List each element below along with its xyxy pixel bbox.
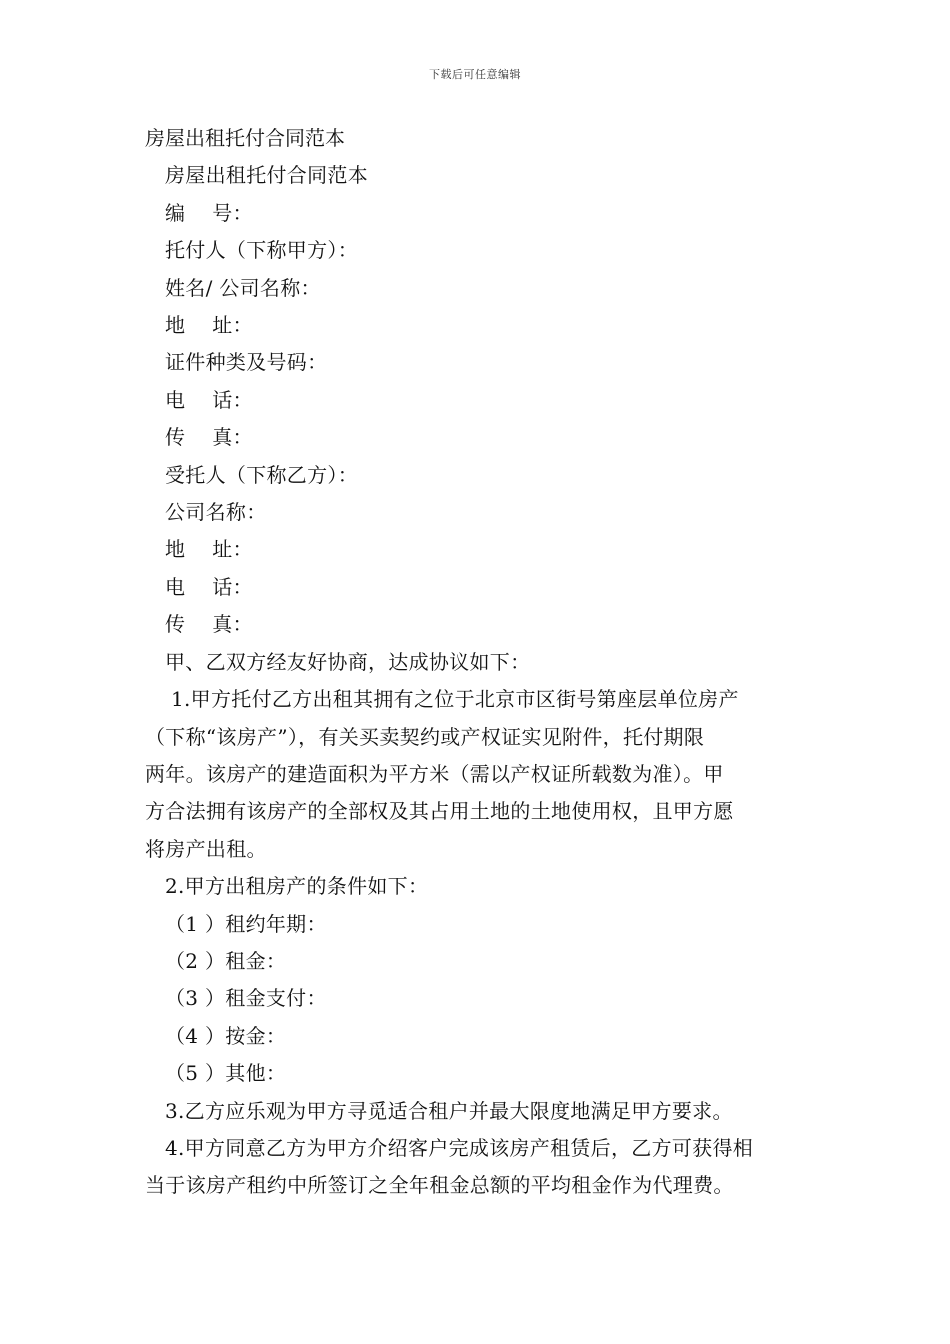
field-fax-a: 传 真： (165, 425, 253, 450)
field-fax-b: 传 真： (165, 612, 253, 637)
clause-3: 3.乙方应乐观为甲方寻觅适合租户并最大限度地满足甲方要求。 (165, 1098, 733, 1123)
clause-1-line: 方合法拥有该房产的全部权及其占用土地的土地使用权，且甲方愿 (145, 799, 734, 824)
clause-2-item-term: （1 ）租约年期： (165, 911, 327, 936)
field-phone-b: 电 话： (165, 574, 253, 599)
clause-1-line: 两年。该房产的建造面积为平方米（需以产权证所载数为准）。甲 (145, 761, 724, 786)
document-body (145, 120, 810, 1205)
document-title: 房屋出租托付合同范本 (145, 126, 345, 150)
clause-1-line: 1.甲方托付乙方出租其拥有之位于北京市区街号第座层单位房产 (171, 687, 739, 712)
clause-1 (145, 681, 810, 868)
clause-2-item-payment: （3 ）租金支付： (165, 986, 327, 1011)
clause-2-item-deposit: （4 ）按金： (165, 1023, 287, 1048)
field-number: 编 号： (165, 200, 253, 225)
field-phone-a: 电 话： (165, 387, 253, 412)
clause-4-line: 4.甲方同意乙方为甲方介绍客户完成该房产租赁后，乙方可获得相 (165, 1135, 754, 1160)
party-a-heading: 托付人（下称甲方）： (165, 238, 358, 263)
party-b-heading: 受托人（下称乙方）： (165, 462, 358, 487)
field-id-type-number: 证件种类及号码： (165, 350, 328, 375)
agreement-intro: 甲、乙双方经友好协商，达成协议如下： (165, 649, 531, 674)
clause-1-line: 将房产出租。 (145, 836, 267, 861)
subtitle-line: 房屋出租托付合同范本 (165, 163, 368, 188)
clause-2-item-rent: （2 ）租金： (165, 948, 287, 973)
field-company-name-b: 公司名称： (165, 500, 267, 525)
clause-2-title: 2.甲方出租房产的条件如下： (165, 874, 429, 899)
field-name-company: 姓名/ 公司名称： (165, 275, 321, 300)
clause-4 (145, 1130, 810, 1205)
field-address-a: 地 址： (165, 313, 253, 338)
field-address-b: 地 址： (165, 537, 253, 562)
clause-4-line: 当于该房产租约中所签订之全年租金总额的平均租金作为代理费。 (145, 1173, 734, 1198)
clause-2-item-other: （5 ）其他： (165, 1061, 287, 1086)
clause-1-line: （下称“该房产”），有关买卖契约或产权证实见附件，托付期限 (145, 724, 705, 749)
header-note: 下载后可任意编辑 (429, 68, 521, 81)
